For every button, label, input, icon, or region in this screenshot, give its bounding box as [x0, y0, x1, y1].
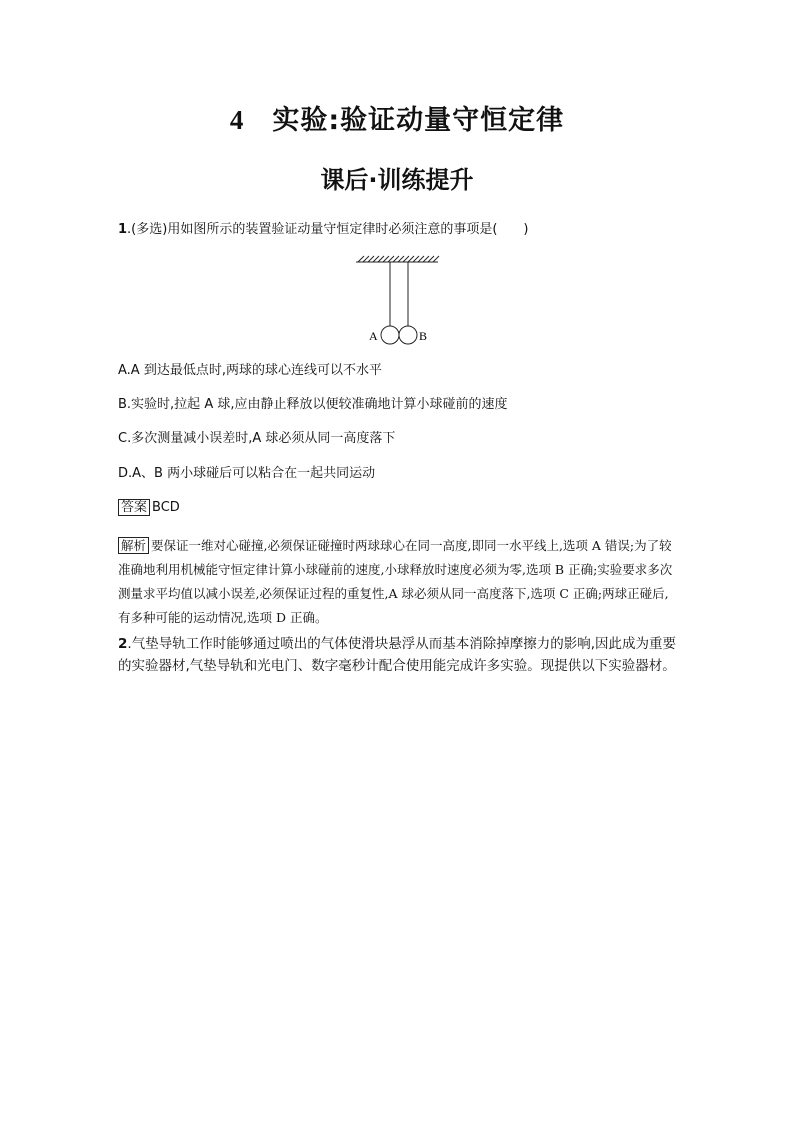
section-number: 4 — [229, 105, 245, 135]
explanation — [118, 534, 678, 630]
explanation-text: 要保证一维对心碰撞,必须保证碰撞时两球球心在同一高度,即同一水平线上,选项 A 错误;为了较准确地利用机械能守恒定律计算小球碰前的速度,小球释放时速度必须为零,选项 B 正确;实验要求多次测量求平均值以减小误差,必须保证过程的重复性,A 球必须从同一高度落下,选项 C 正确;两球正碰后,有多种可能的运动情况,选项 D 正确。 — [118, 538, 673, 625]
pendulum-diagram — [352, 252, 442, 348]
option-b: B.实验时,拉起 A 球,应由静止释放以便较准确地计算小球碰前的速度 — [118, 397, 508, 412]
ball-a — [381, 326, 399, 344]
answer-tag: 答案 — [118, 499, 150, 516]
ceiling-hatch — [356, 256, 439, 262]
explanation-tag: 解析 — [118, 537, 149, 554]
question-number: 2 — [118, 636, 128, 652]
answer-value: BCD — [152, 500, 180, 515]
label-a: A — [369, 329, 378, 343]
page-title — [0, 98, 794, 137]
section-title: 实验:验证动量守恒定律 — [272, 105, 565, 136]
option-c: C.多次测量减小误差时,A 球必须从同一高度落下 — [118, 431, 396, 446]
option-a: A.A 到达最低点时,两球的球心连线可以不水平 — [118, 363, 382, 378]
question-number: 1 — [118, 222, 128, 237]
page-subtitle: 课后·训练提升 — [320, 166, 474, 194]
answer-line — [118, 500, 180, 516]
ball-b — [399, 326, 417, 344]
question-text: .(多选)用如图所示的装置验证动量守恒定律时必须注意的事项是( ) — [127, 222, 529, 237]
label-b: B — [419, 329, 428, 343]
question-1-stem — [118, 222, 528, 238]
question-text: .气垫导轨工作时能够通过喷出的气体使滑块悬浮从而基本消除掉摩擦力的影响,因此成为重要的实验器材,气垫导轨和光电门、数字毫秒计配合使用能完成许多实验。现提供以下实验器材。 — [118, 636, 676, 674]
question-2 — [118, 633, 678, 677]
option-d: D.A、B 两小球碰后可以粘合在一起共同运动 — [118, 466, 376, 481]
